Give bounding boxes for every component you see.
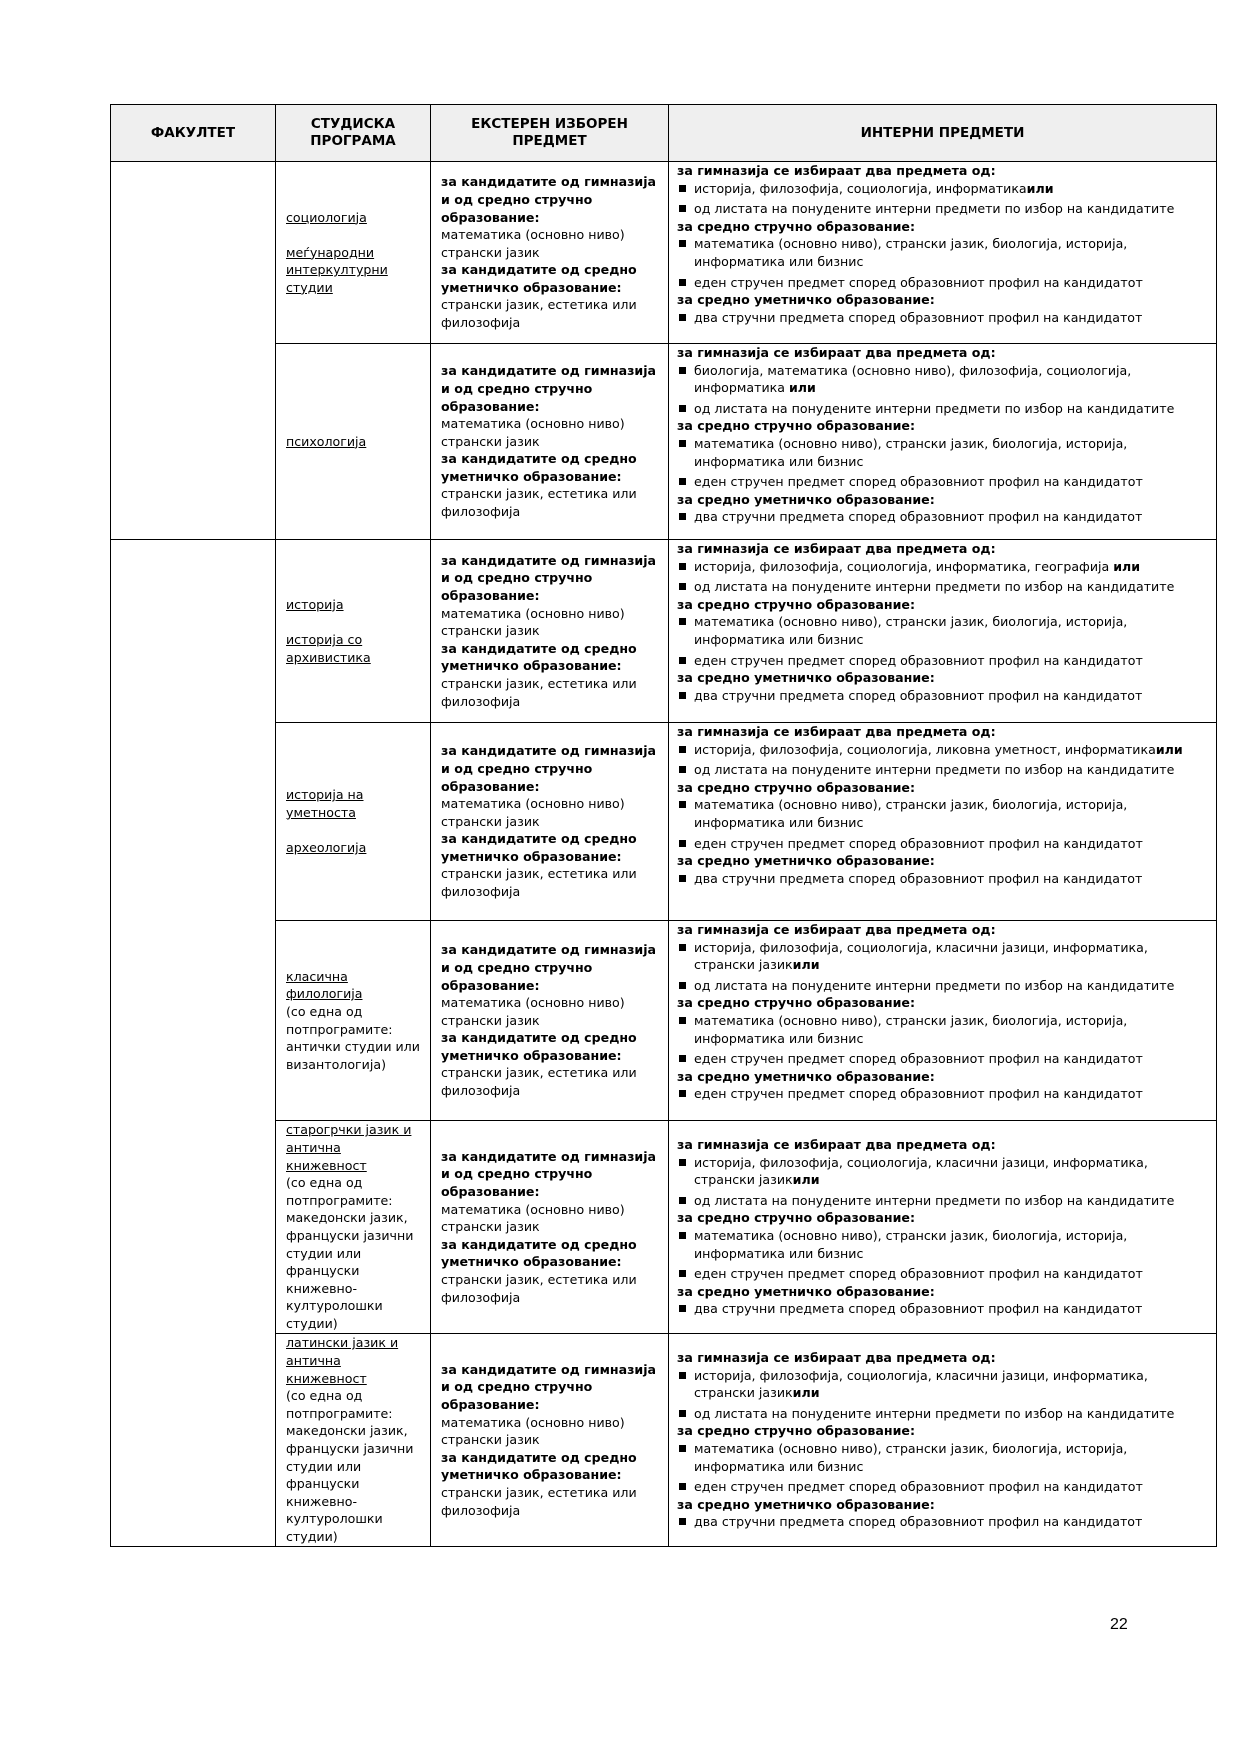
external-heading-art: за кандидатите од средно уметничко образование:	[441, 262, 637, 295]
external-heading-general: за кандидатите од гимназија и од средно стручно образование:	[441, 552, 657, 604]
program-cell	[276, 540, 431, 723]
vocational-subjects: математика (основно ниво), странски јазик, биологија, историја, информатика или бизнис	[677, 1012, 1208, 1047]
external-subjects-art: странски јазик, естетика или филозофија	[441, 1484, 637, 1518]
program-note: (со една од потпрограмите: антички студии или византологија)	[286, 1003, 420, 1072]
vocational-profile-item: еден стручен предмет според образовниот профил на кандидатот	[677, 1478, 1208, 1496]
external-subjects-general: математика (основно ниво) странски јазик	[441, 227, 625, 260]
external-cell	[431, 921, 669, 1121]
art-heading: за средно уметничко образование:	[677, 1068, 935, 1084]
program-cell	[276, 1334, 431, 1547]
vocational-profile-item: еден стручен предмет според образовниот профил на кандидатот	[677, 652, 1208, 670]
external-subjects-general: математика (основно ниво) странски јазик	[441, 995, 625, 1028]
vocational-profile-item: еден стручен предмет според образовниот профил на кандидатот	[677, 835, 1208, 853]
external-heading-art: за кандидатите од средно уметничко образование:	[441, 640, 637, 674]
gymnasium-subjects: историја, филозофија, социологија, класични јазици, информатика, странски јазикили	[677, 1367, 1208, 1402]
external-heading-general: за кандидатите од гимназија и од средно стручно образование:	[441, 942, 657, 993]
internal-cell	[669, 1334, 1217, 1547]
program-link[interactable]: старогрчки јазик и антична книжевност	[286, 1122, 412, 1173]
external-subjects-art: странски јазик, естетика или филозофија	[441, 1065, 637, 1099]
vocational-heading: за средно стручно образование:	[677, 596, 916, 612]
vocational-subjects: математика (основно ниво), странски јазик, биологија, историја, информатика или бизнис	[677, 435, 1208, 470]
elective-list-item: од листата на понудените интерни предмети по избор на кандидатите	[677, 200, 1208, 218]
header-program: СТУДИСКА ПРОГРАМА	[276, 105, 431, 162]
gymnasium-subjects: биологија, математика (основно ниво), филозофија, социологија, информатика или	[677, 362, 1208, 397]
external-subjects-general: математика (основно ниво) странски јазик	[441, 1414, 625, 1448]
external-heading-art: за кандидатите од средно уметничко образование:	[441, 451, 637, 484]
program-link[interactable]: социологија	[286, 209, 367, 225]
internal-cell	[669, 162, 1217, 344]
external-subjects-general: математика (основно ниво) странски јазик	[441, 1201, 625, 1235]
internal-cell	[669, 1121, 1217, 1334]
gymnasium-subjects: историја, филозофија, социологија, ликовна уметност, информатикаили	[677, 741, 1208, 759]
external-subjects-art: странски јазик, естетика или филозофија	[441, 297, 637, 331]
gymnasium-subjects: историја, филозофија, социологија, информатика, географија или	[677, 558, 1208, 576]
internal-cell	[669, 344, 1217, 540]
program-cell	[276, 921, 431, 1121]
internal-cell	[669, 540, 1217, 723]
header-faculty: ФАКУЛТЕТ	[111, 105, 276, 162]
gymnasium-heading: за гимназија се избираат два предмета од:	[677, 163, 996, 178]
gymnasium-subjects: историја, филозофија, социологија, класични јазици, информатика, странски јазикили	[677, 1154, 1208, 1189]
elective-list-item: од листата на понудените интерни предмети по избор на кандидатите	[677, 977, 1208, 995]
page-number: 22	[1110, 1616, 1128, 1633]
header-external: ЕКСТЕРЕН ИЗБОРЕН ПРЕДМЕТ	[431, 105, 669, 162]
external-heading-general: за кандидатите од гимназија и од средно стручно образование:	[441, 174, 657, 225]
internal-cell	[669, 723, 1217, 921]
external-subjects-general: математика (основно ниво) странски јазик	[441, 796, 625, 829]
elective-list-item: од листата на понудените интерни предмети по избор на кандидатите	[677, 578, 1208, 596]
external-heading-art: за кандидатите од средно уметничко образование:	[441, 1236, 637, 1270]
external-cell	[431, 723, 669, 921]
vocational-heading: за средно стручно образование:	[677, 779, 916, 795]
table-row	[111, 1121, 1217, 1334]
program-link[interactable]: историја со архивистика	[286, 632, 371, 665]
art-heading: за средно уметничко образование:	[677, 670, 935, 686]
elective-list-item: од листата на понудените интерни предмети по избор на кандидатите	[677, 1405, 1208, 1423]
art-profile-item: два стручни предмета според образовниот профил на кандидатот	[677, 687, 1208, 705]
gymnasium-subjects: историја, филозофија, социологија, информатикаили	[677, 180, 1208, 198]
vocational-subjects: математика (основно ниво), странски јазик, биологија, историја, информатика или бизнис	[677, 613, 1208, 648]
external-heading-art: за кандидатите од средно уметничко образование:	[441, 1449, 637, 1483]
table-row	[111, 723, 1217, 921]
vocational-profile-item: еден стручен предмет според образовниот профил на кандидатот	[677, 274, 1208, 292]
external-subjects-art: странски јазик, естетика или филозофија	[441, 675, 637, 709]
program-note: (со една од потпрограмите: македонски јазик, француски јазични студии или француски книжевно-културолошки студии)	[286, 1388, 414, 1544]
external-heading-general: за кандидатите од гимназија и од средно стручно образование:	[441, 363, 657, 414]
vocational-heading: за средно стручно образование:	[677, 995, 916, 1011]
gymnasium-heading: за гимназија се избираат два предмета од:	[677, 922, 996, 937]
art-profile-item: два стручни предмета според образовниот профил на кандидатот	[677, 1300, 1208, 1318]
vocational-subjects: математика (основно ниво), странски јазик, биологија, историја, информатика или бизнис	[677, 796, 1208, 831]
external-cell	[431, 162, 669, 344]
gymnasium-heading: за гимназија се избираат два предмета од:	[677, 1137, 996, 1153]
program-link[interactable]: историја на уметноста	[286, 787, 364, 820]
art-profile-item: два стручни предмета според образовниот профил на кандидатот	[677, 1513, 1208, 1531]
vocational-subjects: математика (основно ниво), странски јазик, биологија, историја, информатика или бизнис	[677, 1227, 1208, 1262]
art-heading: за средно уметничко образование:	[677, 1283, 935, 1299]
program-cell	[276, 344, 431, 540]
vocational-profile-item: еден стручен предмет според образовниот профил на кандидатот	[677, 1050, 1208, 1068]
external-cell	[431, 344, 669, 540]
table-row	[111, 162, 1217, 344]
gymnasium-heading: за гимназија се избираат два предмета од:	[677, 345, 996, 360]
vocational-subjects: математика (основно ниво), странски јазик, биологија, историја, информатика или бизнис	[677, 235, 1208, 270]
table-header-row	[111, 105, 1217, 162]
vocational-profile-item: еден стручен предмет според образовниот профил на кандидатот	[677, 473, 1208, 491]
gymnasium-heading: за гимназија се избираат два предмета од:	[677, 1350, 996, 1366]
art-profile-item: два стручни предмета според образовниот профил на кандидатот	[677, 309, 1208, 327]
external-subjects-general: математика (основно ниво) странски јазик	[441, 605, 625, 639]
art-profile-item: еден стручен предмет според образовниот профил на кандидатот	[677, 1085, 1208, 1103]
program-link[interactable]: историја	[286, 596, 344, 612]
gymnasium-subjects: историја, филозофија, социологија, класични јазици, информатика, странски јазикили	[677, 939, 1208, 974]
table-row	[111, 540, 1217, 723]
program-link[interactable]: класична филологија	[286, 968, 363, 1002]
faculty-cell	[111, 162, 276, 540]
art-heading: за средно уметничко образование:	[677, 1496, 935, 1512]
external-heading-art: за кандидатите од средно уметничко образование:	[441, 831, 637, 864]
external-heading-art: за кандидатите од средно уметничко образование:	[441, 1030, 637, 1063]
program-link[interactable]: латински јазик и антична книжевност	[286, 1335, 399, 1386]
program-link[interactable]: меѓународни интеркултурни студии	[286, 244, 388, 295]
art-heading: за средно уметничко образование:	[677, 853, 935, 869]
vocational-heading: за средно стручно образование:	[677, 1210, 916, 1226]
external-cell	[431, 1334, 669, 1547]
program-note: (со една од потпрограмите: македонски јазик, француски јазични студии или француски книжевно-културолошки студии)	[286, 1175, 414, 1331]
elective-list-item: од листата на понудените интерни предмети по избор на кандидатите	[677, 400, 1208, 418]
external-cell	[431, 1121, 669, 1334]
external-subjects-art: странски јазик, естетика или филозофија	[441, 486, 637, 520]
table-row	[111, 344, 1217, 540]
header-internal: ИНТЕРНИ ПРЕДМЕТИ	[669, 105, 1217, 162]
art-heading: за средно уметничко образование:	[677, 491, 935, 507]
faculty-cell	[111, 540, 276, 1547]
external-cell	[431, 540, 669, 723]
external-heading-general: за кандидатите од гимназија и од средно стручно образование:	[441, 1148, 657, 1200]
program-cell	[276, 1121, 431, 1334]
external-heading-general: за кандидатите од гимназија и од средно стручно образование:	[441, 743, 657, 794]
program-cell	[276, 723, 431, 921]
external-heading-general: за кандидатите од гимназија и од средно стручно образование:	[441, 1361, 657, 1413]
program-link[interactable]: психологија	[286, 433, 367, 449]
gymnasium-heading: за гимназија се избираат два предмета од:	[677, 724, 996, 739]
external-subjects-art: странски јазик, естетика или филозофија	[441, 1271, 637, 1305]
elective-list-item: од листата на понудените интерни предмети по избор на кандидатите	[677, 1192, 1208, 1210]
art-heading: за средно уметничко образование:	[677, 292, 935, 308]
program-cell	[276, 162, 431, 344]
art-profile-item: два стручни предмета според образовниот профил на кандидатот	[677, 870, 1208, 888]
art-profile-item: два стручни предмета според образовниот профил на кандидатот	[677, 508, 1208, 526]
external-subjects-general: математика (основно ниво) странски јазик	[441, 416, 625, 449]
internal-cell	[669, 921, 1217, 1121]
vocational-heading: за средно стручно образование:	[677, 1423, 916, 1439]
table-row	[111, 921, 1217, 1121]
external-subjects-art: странски јазик, естетика или филозофија	[441, 866, 637, 900]
vocational-heading: за средно стручно образование:	[677, 218, 916, 234]
admission-table	[110, 104, 1217, 1547]
program-link[interactable]: археологија	[286, 840, 367, 856]
vocational-heading: за средно стручно образование:	[677, 418, 916, 434]
vocational-profile-item: еден стручен предмет според образовниот профил на кандидатот	[677, 1265, 1208, 1283]
gymnasium-heading: за гимназија се избираат два предмета од:	[677, 541, 996, 556]
table-row	[111, 1334, 1217, 1547]
vocational-subjects: математика (основно ниво), странски јазик, биологија, историја, информатика или бизнис	[677, 1440, 1208, 1475]
elective-list-item: од листата на понудените интерни предмети по избор на кандидатите	[677, 761, 1208, 779]
